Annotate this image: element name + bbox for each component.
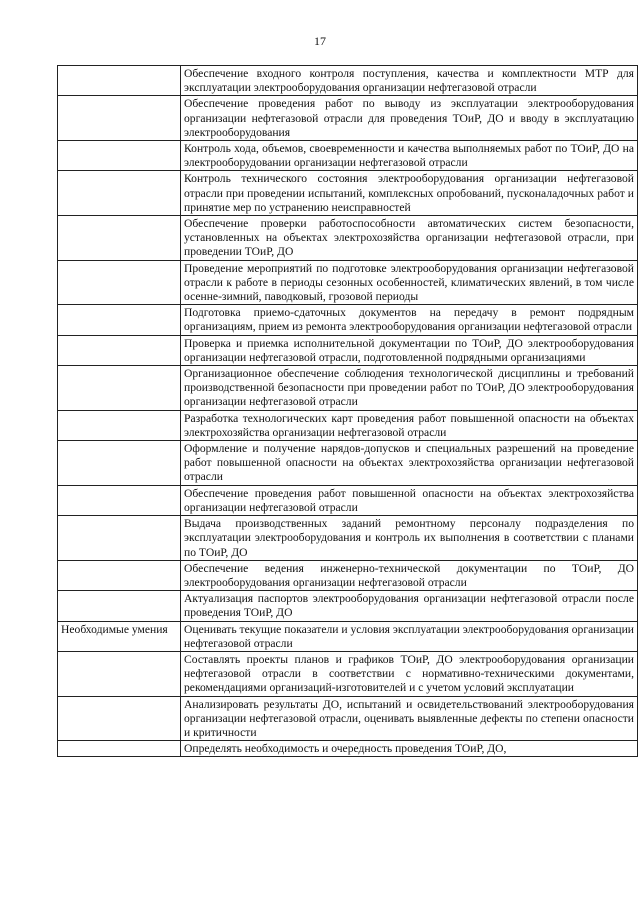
table-row [58,335,638,365]
table-row [58,216,638,261]
row-text: Разработка технологических карт проведения работ повышенной опасности на объектах электрохозяйства организации нефтегазовой отрасли [181,410,638,440]
table-row [58,366,638,411]
table-row [58,441,638,486]
row-label [58,171,181,216]
table-row [58,516,638,561]
table-row [58,591,638,621]
row-label [58,216,181,261]
row-label [58,305,181,335]
row-label [58,96,181,141]
row-text: Определять необходимость и очередность проведения ТОиР, ДО, [181,741,638,757]
page-number: 17 [314,34,326,48]
row-text: Обеспечение проверки работоспособности автоматических систем безопасности, установленных на объектах электрохозяйства организации нефтегазовой отрасли, при проведении ТОиР, ДО [181,216,638,261]
row-text: Обеспечение проведения работ повышенной опасности на объектах электрохозяйства организации нефтегазовой отрасли [181,485,638,515]
row-label [58,141,181,171]
row-label [58,441,181,486]
table-row [58,66,638,96]
table-row [58,651,638,696]
table-row [58,305,638,335]
row-text: Оформление и получение нарядов-допусков и специальных разрешений на проведение работ повышенной опасности на объектах электрохозяйства организации нефтегазовой отрасли [181,441,638,486]
row-text: Обеспечение входного контроля поступления, качества и комплектности МТР для эксплуатации электрооборудования организации нефтегазовой отрасли [181,66,638,96]
row-label [58,516,181,561]
row-text: Подготовка приемо-сдаточных документов на передачу в ремонт подрядным организациям, прием из ремонта электрооборудования организации нефтегазовой отрасли [181,305,638,335]
row-label [58,696,181,741]
row-text: Анализировать результаты ДО, испытаний и освидетельствований электрооборудования организации нефтегазовой отрасли, оценивать выявленные дефекты по степени опасности и критичности [181,696,638,741]
row-label [58,66,181,96]
row-label [58,366,181,411]
table-row [58,696,638,741]
row-text: Выдача производственных заданий ремонтному персоналу подразделения по эксплуатации электрооборудования и контроль их выполнения в соответствии с планами по ТОиР, ДО [181,516,638,561]
row-text: Контроль технического состояния электрооборудования организации нефтегазовой отрасли при проведении испытаний, комплексных опробований, пусконаладочных работ и принятие мер по устранению неисправностей [181,171,638,216]
row-text: Оценивать текущие показатели и условия эксплуатации электрооборудования организации нефтегазовой отрасли [181,621,638,651]
requirements-table [57,65,638,757]
row-label [58,560,181,590]
row-label [58,485,181,515]
table-row [58,621,638,651]
table-row [58,171,638,216]
row-text: Обеспечение проведения работ по выводу из эксплуатации электрооборудования организации нефтегазовой отрасли для проведения ТОиР, ДО и вводу в эксплуатацию электрооборудования [181,96,638,141]
table-row [58,560,638,590]
table-row [58,96,638,141]
table-row [58,485,638,515]
row-text: Проверка и приемка исполнительной документации по ТОиР, ДО электрооборудования организации нефтегазовой отрасли, подготовленной подрядными организациями [181,335,638,365]
row-text: Контроль хода, объемов, своевременности и качества выполняемых работ по ТОиР, ДО на электрооборудовании организации нефтегазовой отрасли [181,141,638,171]
row-label [58,651,181,696]
row-text: Составлять проекты планов и графиков ТОиР, ДО электрооборудования организации нефтегазовой отрасли в соответствии с нормативно-техническими документами, рекомендациями организаций-изготовителей и с учетом условий эксплуатации [181,651,638,696]
table-row [58,410,638,440]
section-label-skills: Необходимые умения [58,621,181,651]
row-text: Организационное обеспечение соблюдения технологической дисциплины и требований производственной безопасности при проведении работ по ТОиР, ДО электрооборудования организации нефтегазовой отрасли [181,366,638,411]
row-label [58,335,181,365]
table-row [58,141,638,171]
table-row [58,741,638,757]
row-label [58,591,181,621]
row-text: Проведение мероприятий по подготовке электрооборудования организации нефтегазовой отрасли к работе в периоды сезонных особенностей, климатических явлений, в том числе осенне-зимний, паводковый, грозовой периоды [181,260,638,305]
row-text: Обеспечение ведения инженерно-технической документации по ТОиР, ДО электрооборудования организации нефтегазовой отрасли [181,560,638,590]
row-label [58,260,181,305]
row-text: Актуализация паспортов электрооборудования организации нефтегазовой отрасли после проведения ТОиР, ДО [181,591,638,621]
row-label [58,410,181,440]
row-label [58,741,181,757]
table-row [58,260,638,305]
